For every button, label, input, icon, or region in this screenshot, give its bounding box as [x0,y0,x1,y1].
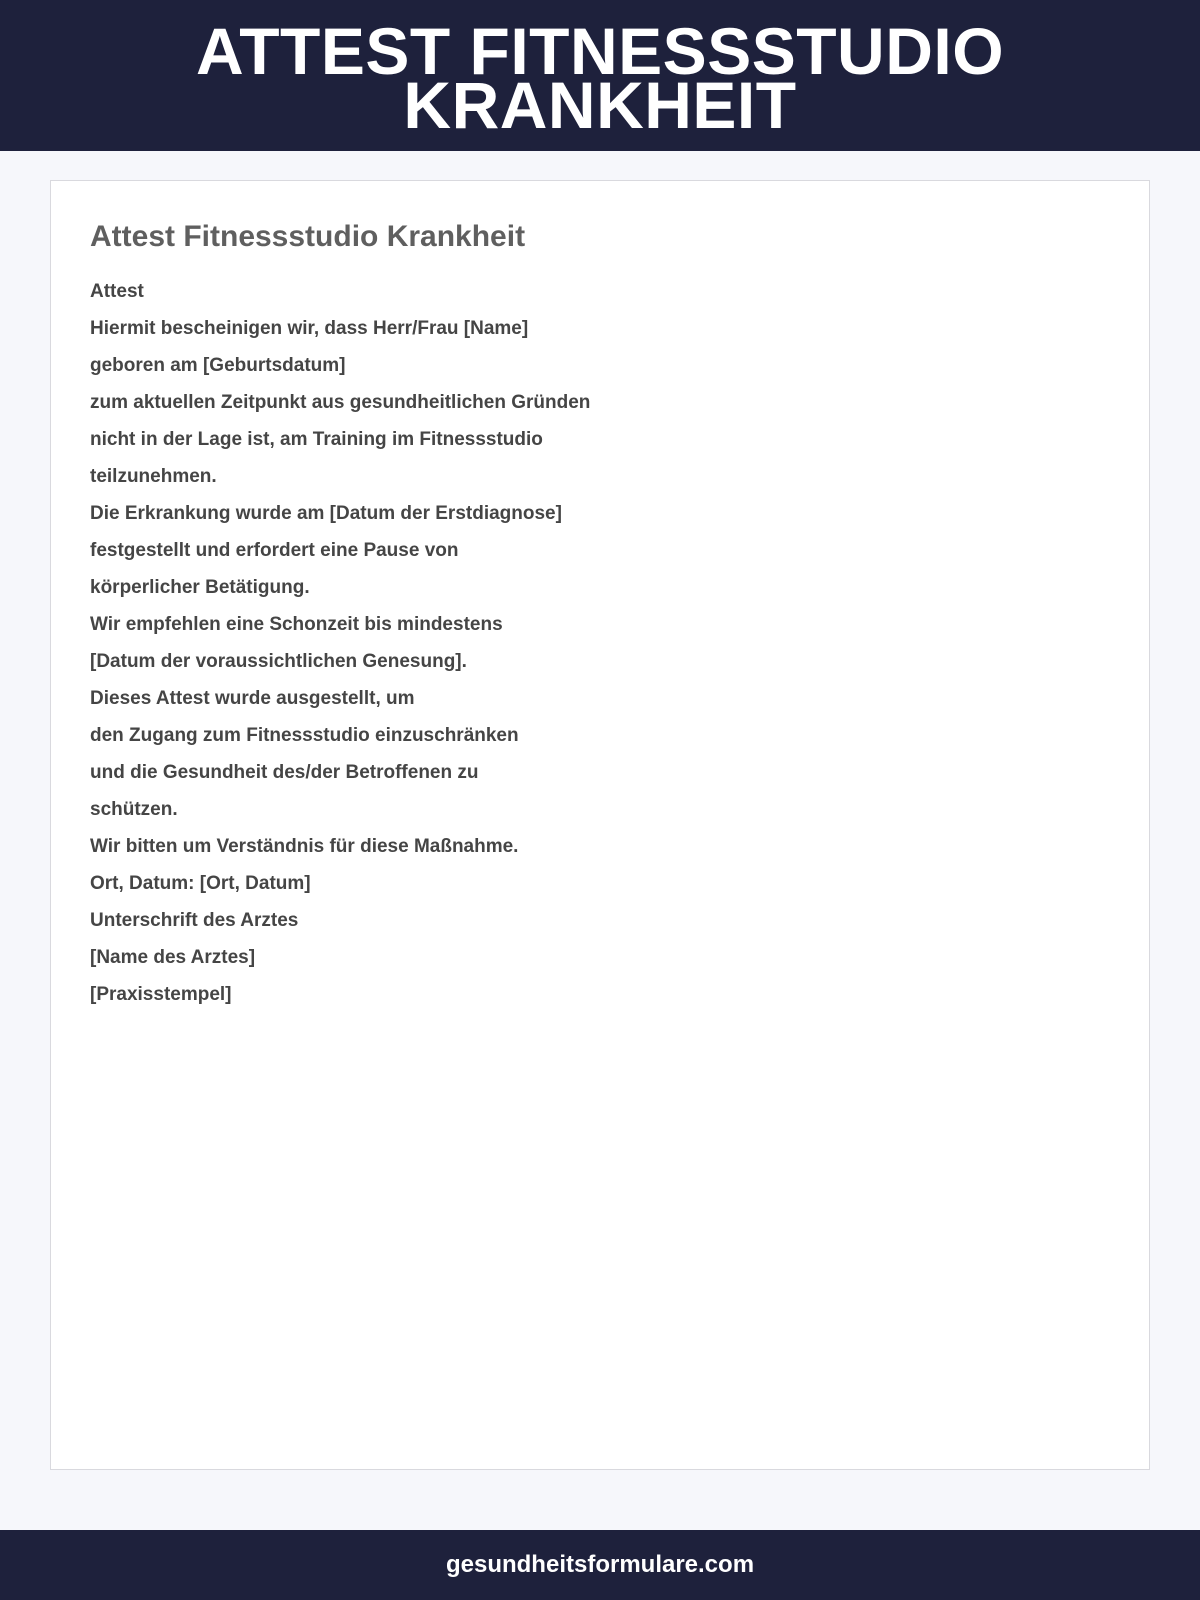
document-line: nicht in der Lage ist, am Training im Fitnessstudio [90,429,543,450]
document-line: den Zugang zum Fitnessstudio einzuschränken [90,725,519,746]
document-line: Wir empfehlen eine Schonzeit bis mindestens [90,614,503,635]
footer-site-link[interactable]: gesundheitsformulare.com [445,1551,755,1578]
page-footer [0,1530,1200,1600]
document-line: Hiermit bescheinigen wir, dass Herr/Frau [Name] [90,318,529,339]
document-line: zum aktuellen Zeitpunkt aus gesundheitlichen Gründen [90,392,591,413]
document-line: [Praxisstempel] [90,984,232,1005]
document-body [90,273,590,1013]
document-line: Ort, Datum: [Ort, Datum] [90,873,311,894]
document-card [50,180,1150,1470]
header-title: ATTEST FITNESSSTUDIO KRANKHEIT [195,13,1005,142]
document-line: Wir bitten um Verständnis für diese Maßnahme. [90,836,519,857]
document-line: geboren am [Geburtsdatum] [90,355,346,376]
document-line: und die Gesundheit des/der Betroffenen zu [90,762,479,783]
document-line: Die Erkrankung wurde am [Datum der Erstdiagnose] [90,503,562,524]
document-line: Attest [90,281,144,302]
document-line: [Name des Arztes] [90,947,256,968]
document-line: körperlicher Betätigung. [90,577,310,598]
document-line: Dieses Attest wurde ausgestellt, um [90,688,415,709]
document-title: Attest Fitnessstudio Krankheit [90,220,526,253]
document-line: festgestellt und erfordert eine Pause von [90,540,459,561]
document-line: teilzunehmen. [90,466,217,487]
document-line: [Datum der voraussichtlichen Genesung]. [90,651,467,672]
document-line: schützen. [90,799,178,820]
document-line: Unterschrift des Arztes [90,910,299,931]
page-header [0,0,1200,151]
